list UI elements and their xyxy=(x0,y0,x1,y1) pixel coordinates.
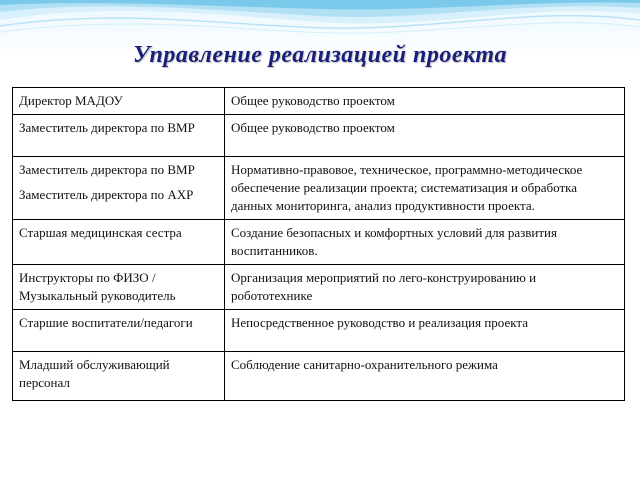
table-row xyxy=(13,115,625,157)
table-row xyxy=(13,157,625,220)
role-text: Младший обслуживающий персонал xyxy=(19,357,170,390)
table-row xyxy=(13,88,625,115)
table-row xyxy=(13,310,625,352)
role-cell xyxy=(13,352,225,401)
role-cell xyxy=(13,310,225,352)
role-text: Заместитель директора по ВМР xyxy=(19,120,195,135)
role-text: Старшие воспитатели/педагоги xyxy=(19,315,193,330)
duty-cell: Соблюдение санитарно-охранительного режима xyxy=(225,352,625,401)
table-row xyxy=(13,220,625,265)
role-text: Заместитель директора по ВМР xyxy=(19,162,195,177)
roles-table xyxy=(12,87,625,401)
role-cell xyxy=(13,265,225,310)
role-text: Заместитель директора по АХР xyxy=(19,187,194,202)
table-row xyxy=(13,352,625,401)
duty-cell: Нормативно-правовое, техническое, программно-методическое обеспечение реализации проекта; систематизация и обработка данных мониторинга, анализ продуктивности проекта. xyxy=(225,157,625,220)
role-cell xyxy=(13,88,225,115)
role-text: Директор МАДОУ xyxy=(19,93,123,108)
role-cell xyxy=(13,220,225,265)
duty-cell: Общее руководство проектом xyxy=(225,88,625,115)
table-row xyxy=(13,265,625,310)
role-text: Старшая медицинская сестра xyxy=(19,225,182,240)
role-cell xyxy=(13,115,225,157)
page-title: Управление реализацией проекта xyxy=(133,42,507,68)
duty-cell: Непосредственное руководство и реализация проекта xyxy=(225,310,625,352)
duty-cell: Общее руководство проектом xyxy=(225,115,625,157)
role-text: Инструкторы по ФИЗО / Музыкальный руководитель xyxy=(19,270,176,303)
role-cell xyxy=(13,157,225,220)
duty-cell: Организация мероприятий по лего-конструированию и робототехнике xyxy=(225,265,625,310)
duty-cell: Создание безопасных и комфортных условий для развития воспитанников. xyxy=(225,220,625,265)
